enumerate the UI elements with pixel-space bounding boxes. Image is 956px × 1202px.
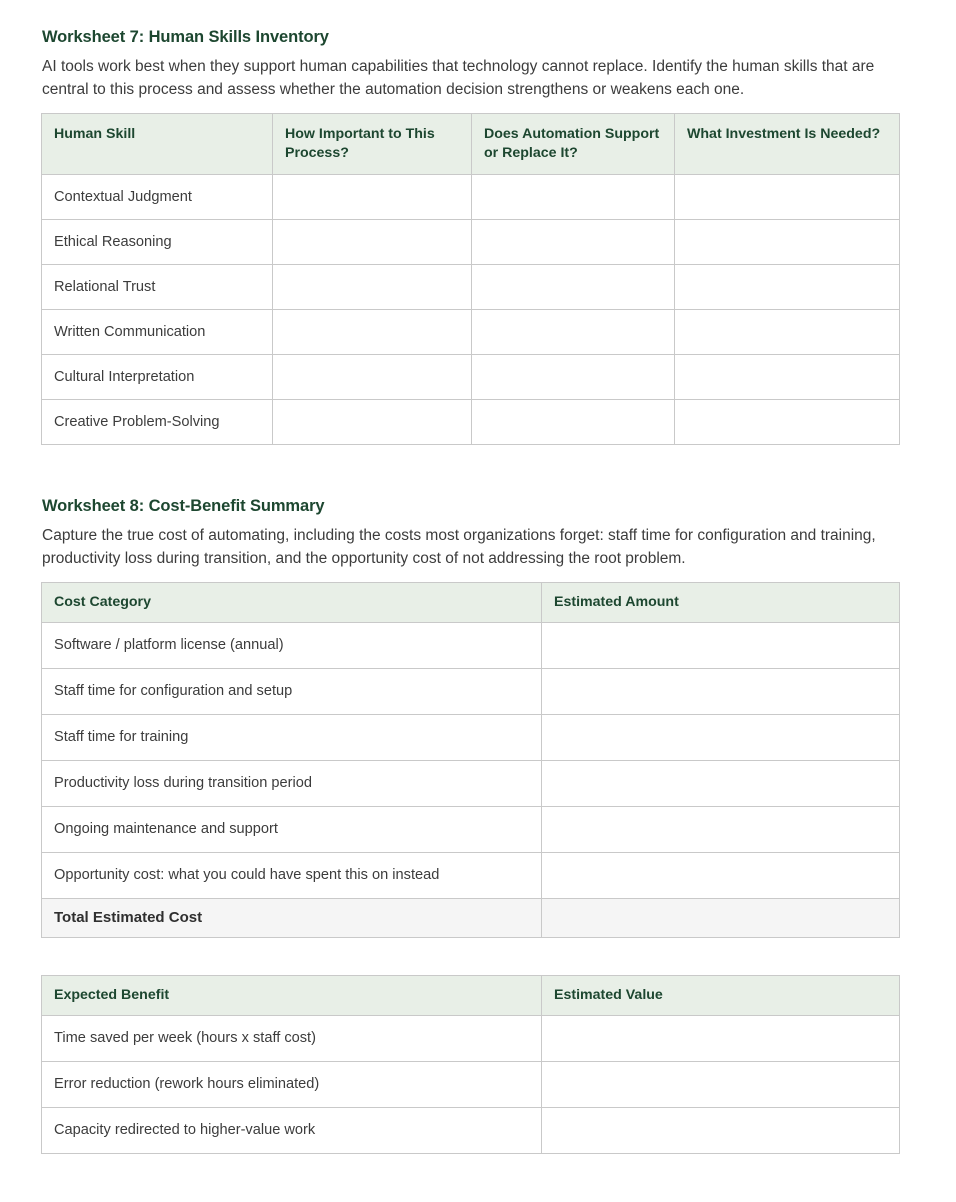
- table-header-row: [42, 583, 900, 623]
- total-cost-label: Total Estimated Cost: [42, 899, 542, 938]
- investment-input-cell[interactable]: [675, 220, 900, 265]
- table-row: [42, 1016, 900, 1062]
- estimated-amount-input-cell[interactable]: [542, 761, 900, 807]
- cost-category-cell: Staff time for configuration and setup: [42, 669, 542, 715]
- column-header-investment: What Investment Is Needed?: [675, 114, 900, 175]
- skill-name-cell: Creative Problem-Solving: [42, 400, 273, 445]
- investment-input-cell[interactable]: [675, 175, 900, 220]
- table-row: [42, 265, 900, 310]
- importance-input-cell[interactable]: [273, 355, 472, 400]
- column-header-human-skill: Human Skill: [42, 114, 273, 175]
- importance-input-cell[interactable]: [273, 220, 472, 265]
- support-replace-input-cell[interactable]: [472, 355, 675, 400]
- investment-input-cell[interactable]: [675, 400, 900, 445]
- column-header-cost-category: Cost Category: [42, 583, 542, 623]
- investment-input-cell[interactable]: [675, 265, 900, 310]
- table-row: [42, 220, 900, 265]
- table-row: [42, 623, 900, 669]
- cost-category-cell: Staff time for training: [42, 715, 542, 761]
- cost-table-header-row-group: [42, 583, 900, 623]
- column-header-importance: How Important to This Process?: [273, 114, 472, 175]
- cost-category-cell: Productivity loss during transition period: [42, 761, 542, 807]
- benefit-table-body: [42, 1016, 900, 1154]
- section-spacer: [41, 445, 915, 489]
- expected-benefit-table: [41, 975, 900, 1154]
- cost-summary-table: [41, 582, 900, 938]
- total-cost-amount-cell[interactable]: [542, 899, 900, 938]
- cost-table-body: [42, 623, 900, 938]
- table-row: [42, 1108, 900, 1154]
- worksheet-8-section: [41, 497, 915, 1154]
- table-row: [42, 807, 900, 853]
- table-row: [42, 400, 900, 445]
- estimated-amount-input-cell[interactable]: [542, 853, 900, 899]
- worksheet-8-title: Worksheet 8: Cost-Benefit Summary: [42, 497, 325, 515]
- total-cost-row: [42, 899, 900, 938]
- support-replace-input-cell[interactable]: [472, 265, 675, 310]
- skill-name-cell: Contextual Judgment: [42, 175, 273, 220]
- skill-name-cell: Cultural Interpretation: [42, 355, 273, 400]
- table-row: [42, 310, 900, 355]
- support-replace-input-cell[interactable]: [472, 310, 675, 355]
- estimated-value-input-cell[interactable]: [542, 1062, 900, 1108]
- cost-category-cell: Ongoing maintenance and support: [42, 807, 542, 853]
- column-header-expected-benefit: Expected Benefit: [42, 976, 542, 1016]
- column-header-estimated-amount: Estimated Amount: [542, 583, 900, 623]
- human-skills-table-body: [42, 175, 900, 445]
- table-row: [42, 761, 900, 807]
- estimated-value-input-cell[interactable]: [542, 1016, 900, 1062]
- support-replace-input-cell[interactable]: [472, 220, 675, 265]
- benefit-name-cell: Error reduction (rework hours eliminated): [42, 1062, 542, 1108]
- skill-name-cell: Ethical Reasoning: [42, 220, 273, 265]
- investment-input-cell[interactable]: [675, 310, 900, 355]
- estimated-amount-input-cell[interactable]: [542, 669, 900, 715]
- worksheet-7-title: Worksheet 7: Human Skills Inventory: [42, 28, 329, 46]
- table-header-row: [42, 976, 900, 1016]
- importance-input-cell[interactable]: [273, 175, 472, 220]
- importance-input-cell[interactable]: [273, 400, 472, 445]
- worksheet-8-intro: Capture the true cost of automating, including the costs most organizations forget: staff time for configuration and training, productivity loss during transition, and the opportunity cost of not addressing the root problem.: [42, 527, 876, 567]
- table-row: [42, 853, 900, 899]
- importance-input-cell[interactable]: [273, 265, 472, 310]
- support-replace-input-cell[interactable]: [472, 175, 675, 220]
- table-header-row: [42, 114, 900, 175]
- human-skills-inventory-table: [41, 113, 900, 445]
- estimated-amount-input-cell[interactable]: [542, 807, 900, 853]
- table-row: [42, 715, 900, 761]
- skill-name-cell: Written Communication: [42, 310, 273, 355]
- worksheet-7-intro: AI tools work best when they support human capabilities that technology cannot replace. Identify the human skills that are central to this process and assess whether the automation decision strengthens or weakens each one.: [42, 58, 875, 98]
- worksheet-7-section: [41, 28, 915, 445]
- cost-category-cell: Opportunity cost: what you could have spent this on instead: [42, 853, 542, 899]
- column-header-support-or-replace: Does Automation Support or Replace It?: [472, 114, 675, 175]
- table-header-row-group: [42, 114, 900, 175]
- importance-input-cell[interactable]: [273, 310, 472, 355]
- support-replace-input-cell[interactable]: [472, 400, 675, 445]
- cost-category-cell: Software / platform license (annual): [42, 623, 542, 669]
- skill-name-cell: Relational Trust: [42, 265, 273, 310]
- estimated-amount-input-cell[interactable]: [542, 623, 900, 669]
- benefit-name-cell: Time saved per week (hours x staff cost): [42, 1016, 542, 1062]
- table-row: [42, 669, 900, 715]
- benefit-table-header-row-group: [42, 976, 900, 1016]
- investment-input-cell[interactable]: [675, 355, 900, 400]
- column-header-estimated-value: Estimated Value: [542, 976, 900, 1016]
- table-row: [42, 355, 900, 400]
- estimated-value-input-cell[interactable]: [542, 1108, 900, 1154]
- table-row: [42, 1062, 900, 1108]
- estimated-amount-input-cell[interactable]: [542, 715, 900, 761]
- table-row: [42, 175, 900, 220]
- benefit-name-cell: Capacity redirected to higher-value work: [42, 1108, 542, 1154]
